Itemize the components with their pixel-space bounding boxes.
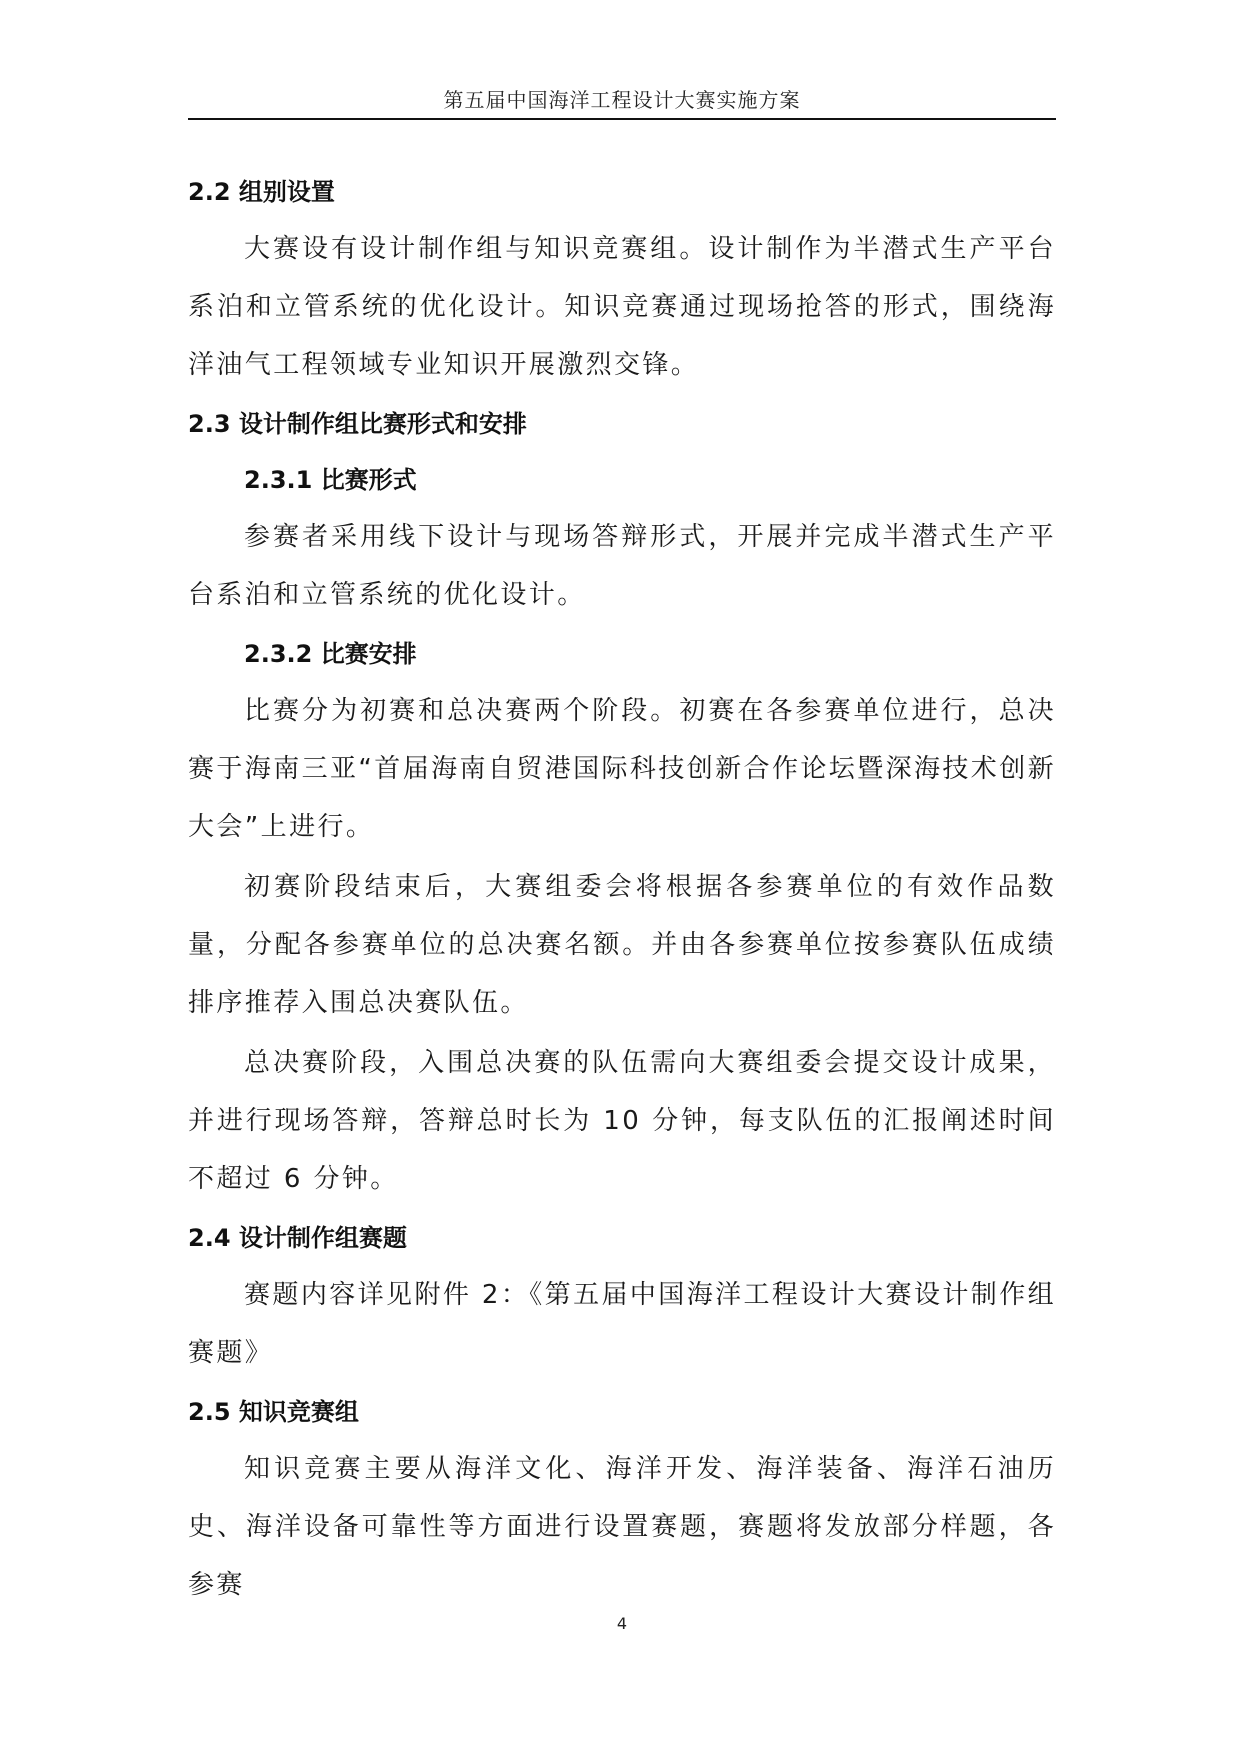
paragraph-2-3-2-final: 总决赛阶段，入围总决赛的队伍需向大赛组委会提交设计成果，并进行现场答辩，答辩总时长为 10 分钟，每支队伍的汇报阐述时间不超过 6 分钟。: [188, 1048, 1056, 1194]
paragraph-2-5-quiz: 知识竞赛主要从海洋文化、海洋开发、海洋装备、海洋石油历史、海洋设备可靠性等方面进行设置赛题，赛题将发放部分样题，各参赛: [188, 1454, 1056, 1600]
running-header: 第五届中国海洋工程设计大赛实施方案: [443, 88, 801, 112]
paragraph-2-3-2-stages: 比赛分为初赛和总决赛两个阶段。初赛在各参赛单位进行，总决赛于海南三亚“首届海南自贸港国际科技创新合作论坛暨深海技术创新大会”上进行。: [188, 696, 1056, 842]
page-number: 4: [616, 1614, 628, 1633]
heading-2-2: 2.2 组别设置: [188, 178, 335, 206]
heading-2-5: 2.5 知识竞赛组: [188, 1398, 359, 1426]
paragraph-2-4-topic: 赛题内容详见附件 2：《第五届中国海洋工程设计大赛设计制作组赛题》: [188, 1280, 1056, 1368]
paragraph-2-2-groups: 大赛设有设计制作组与知识竞赛组。设计制作为半潜式生产平台系泊和立管系统的优化设计。知识竞赛通过现场抢答的形式，围绕海洋油气工程领域专业知识开展激烈交锋。: [188, 234, 1056, 380]
paragraph-2-3-2-quota: 初赛阶段结束后，大赛组委会将根据各参赛单位的有效作品数量，分配各参赛单位的总决赛名额。并由各参赛单位按参赛队伍成绩排序推荐入围总决赛队伍。: [188, 872, 1056, 1018]
heading-2-4: 2.4 设计制作组赛题: [188, 1224, 407, 1252]
heading-2-3: 2.3 设计制作组比赛形式和安排: [188, 410, 527, 438]
header-divider: [188, 118, 1056, 120]
heading-2-3-2: 2.3.2 比赛安排: [244, 640, 417, 668]
paragraph-2-3-1-format: 参赛者采用线下设计与现场答辩形式，开展并完成半潜式生产平台系泊和立管系统的优化设计。: [188, 522, 1056, 610]
heading-2-3-1: 2.3.1 比赛形式: [244, 466, 417, 494]
document-body: [188, 164, 1056, 1616]
